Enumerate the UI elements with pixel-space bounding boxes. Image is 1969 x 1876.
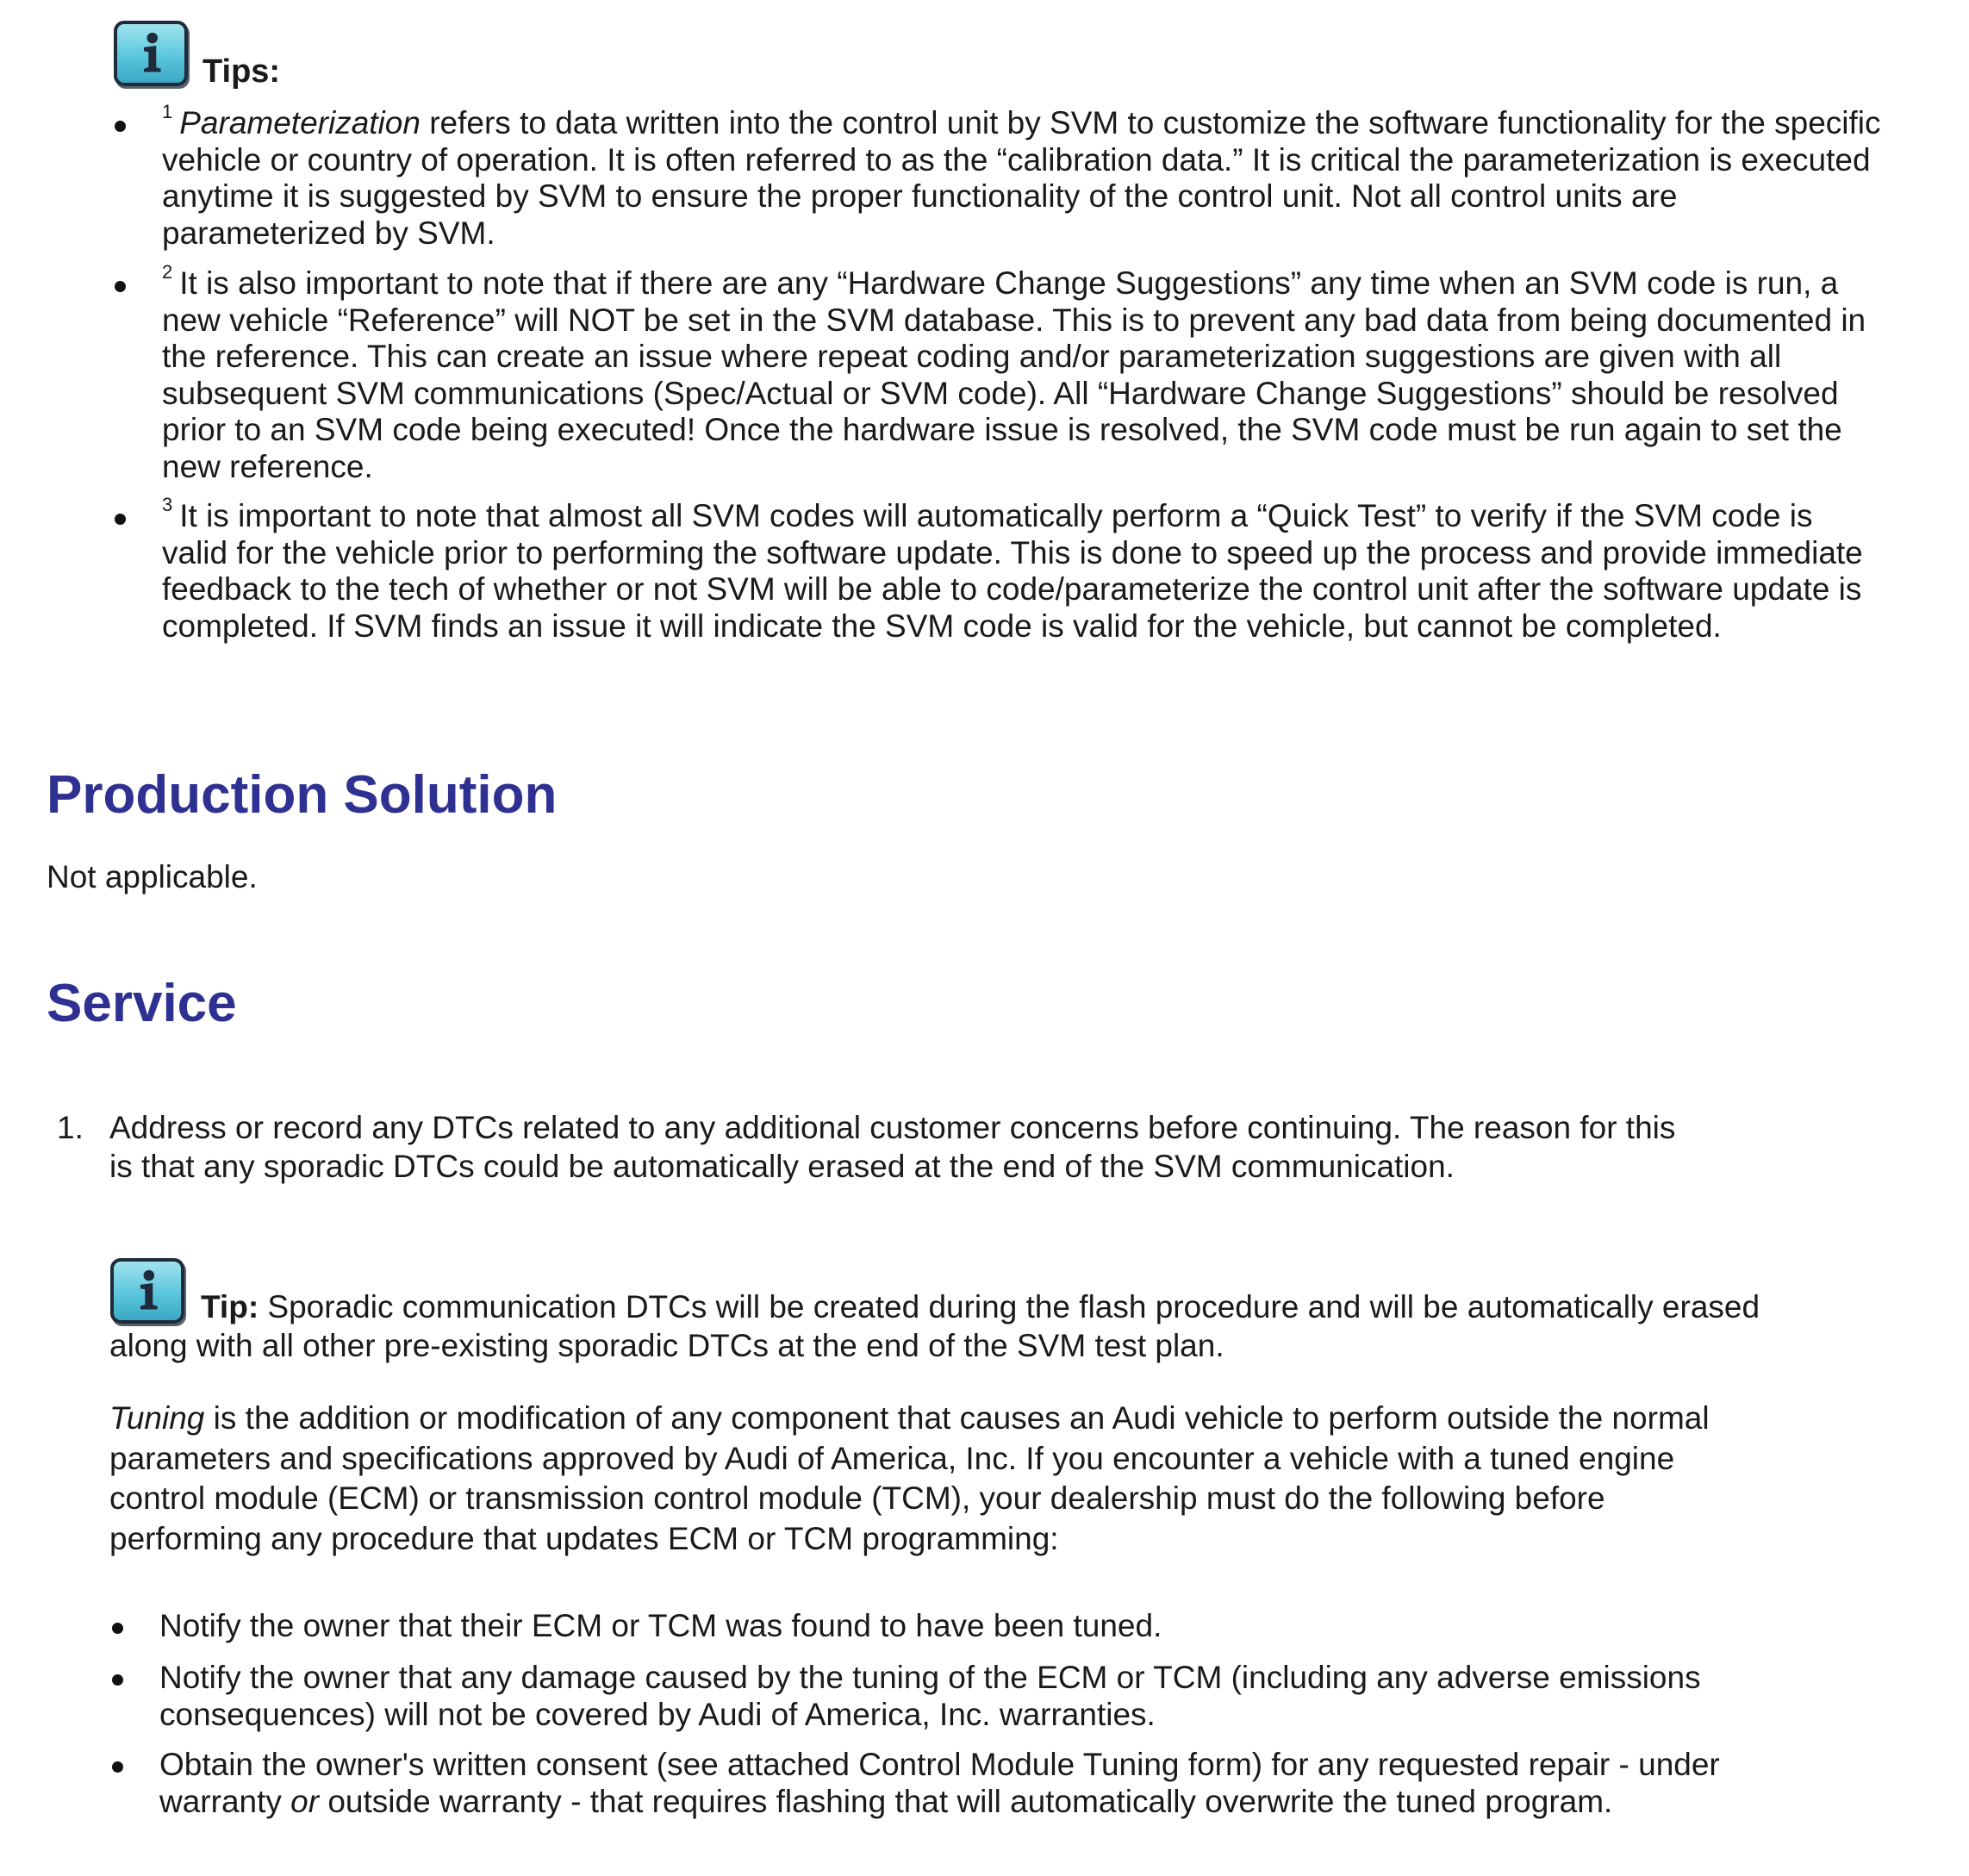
tuning-lead: Tuning bbox=[109, 1400, 205, 1436]
tuning-text: is the addition or modification of any component that causes an Audi vehicle to perform outside the normal parameters and specifications approved by Audi of America, Inc. If you encounter a vehicle with a tuned engine control module (ECM) or transmission control module (TCM), your dealership must do the following before performing any procedure that updates ECM or TCM programming: bbox=[109, 1400, 1710, 1556]
bullet-icon bbox=[112, 1623, 123, 1634]
bullet-icon bbox=[112, 1674, 123, 1686]
tuning-bullet-3-italic: or bbox=[290, 1784, 320, 1819]
tip-item-1 bbox=[162, 101, 1885, 252]
production-solution-heading: Production Solution bbox=[47, 765, 558, 825]
tuning-bullet-1: Notify the owner that their ECM or TCM was found to have been tuned. bbox=[159, 1608, 1162, 1643]
service-tip-label: Tip: bbox=[201, 1289, 259, 1324]
tip-item-text: It is important to note that almost all SVM codes will automatically perform a “Quick Test” to verify if the SVM code is valid for the vehicle prior to performing the software update. This is done to speed up the process and provide immediate feedback to the tech of whether or not SVM will be able to code/parameterize the control unit after the software update is completed. If SVM finds an issue it will indicate the SVM code is valid for the vehicle, but cannot be completed. bbox=[162, 498, 1863, 644]
tuning-bullet-2: Notify the owner that any damage caused by the tuning of the ECM or TCM (including any adverse emissions consequences) will not be covered by Audi of America, Inc. warranties. bbox=[159, 1660, 1701, 1732]
info-icon bbox=[114, 21, 188, 86]
tuning-paragraph bbox=[109, 1399, 1729, 1559]
service-tip bbox=[109, 1287, 1773, 1365]
tuning-bullet-3-before: Obtain the owner's written consent (see attached Control Module Tuning form) for any requested repair - under warranty bbox=[159, 1747, 1720, 1819]
bullet-icon bbox=[115, 281, 126, 292]
tip-item-text: It is also important to note that if there are any “Hardware Change Suggestions” any time when an SVM code is run, a new vehicle “Reference” will NOT be set in the SVM database. This is to prevent any bad data from being documented in the reference. This can create an issue where repeat coding and/or parameterization suggestions are given with all subsequent SVM communications (Spec/Actual or SVM code). All “Hardware Change Suggestions” should be resolved prior to an SVM code being executed! Once the hardware issue is resolved, the SVM code must be run again to set the new reference. bbox=[162, 265, 1866, 484]
service-tip-text: Sporadic communication DTCs will be created during the flash procedure and will be automatically erased along with all other pre-existing sporadic DTCs at the end of the SVM test plan. bbox=[109, 1289, 1760, 1363]
service-heading: Service bbox=[47, 974, 237, 1033]
bullet-icon bbox=[115, 121, 126, 132]
production-solution-text: Not applicable. bbox=[47, 859, 258, 894]
tip-item-2 bbox=[162, 261, 1872, 485]
bullet-icon bbox=[115, 514, 126, 525]
step-1-text: Address or record any DTCs related to any additional customer concerns before continuing. The reason for this is that any sporadic DTCs could be automatically erased at the end of the SVM communication. bbox=[109, 1110, 1676, 1184]
footnote-number: 1 bbox=[162, 101, 173, 122]
tip-item-text: refers to data written into the control unit by SVM to customize the software functionality for the specific vehicle or country of operation. It is often referred to as the “calibration data.” It is critical the parameterization is executed anytime it is suggested by SVM to ensure the proper functionality of the control unit. Not all control units are parameterized by SVM. bbox=[162, 105, 1881, 251]
tuning-bullet-3 bbox=[159, 1746, 1745, 1820]
tips-label: Tips: bbox=[203, 53, 281, 90]
bullet-icon bbox=[112, 1761, 123, 1773]
tuning-bullet-3-after: outside warranty - that requires flashing that will automatically overwrite the tuned program. bbox=[319, 1784, 1613, 1819]
tip-item-lead: Parameterization bbox=[179, 105, 421, 140]
step-number: 1. bbox=[57, 1110, 84, 1145]
footnote-number: 2 bbox=[162, 261, 173, 283]
footnote-number: 3 bbox=[162, 494, 173, 515]
tip-item-3 bbox=[162, 494, 1868, 645]
